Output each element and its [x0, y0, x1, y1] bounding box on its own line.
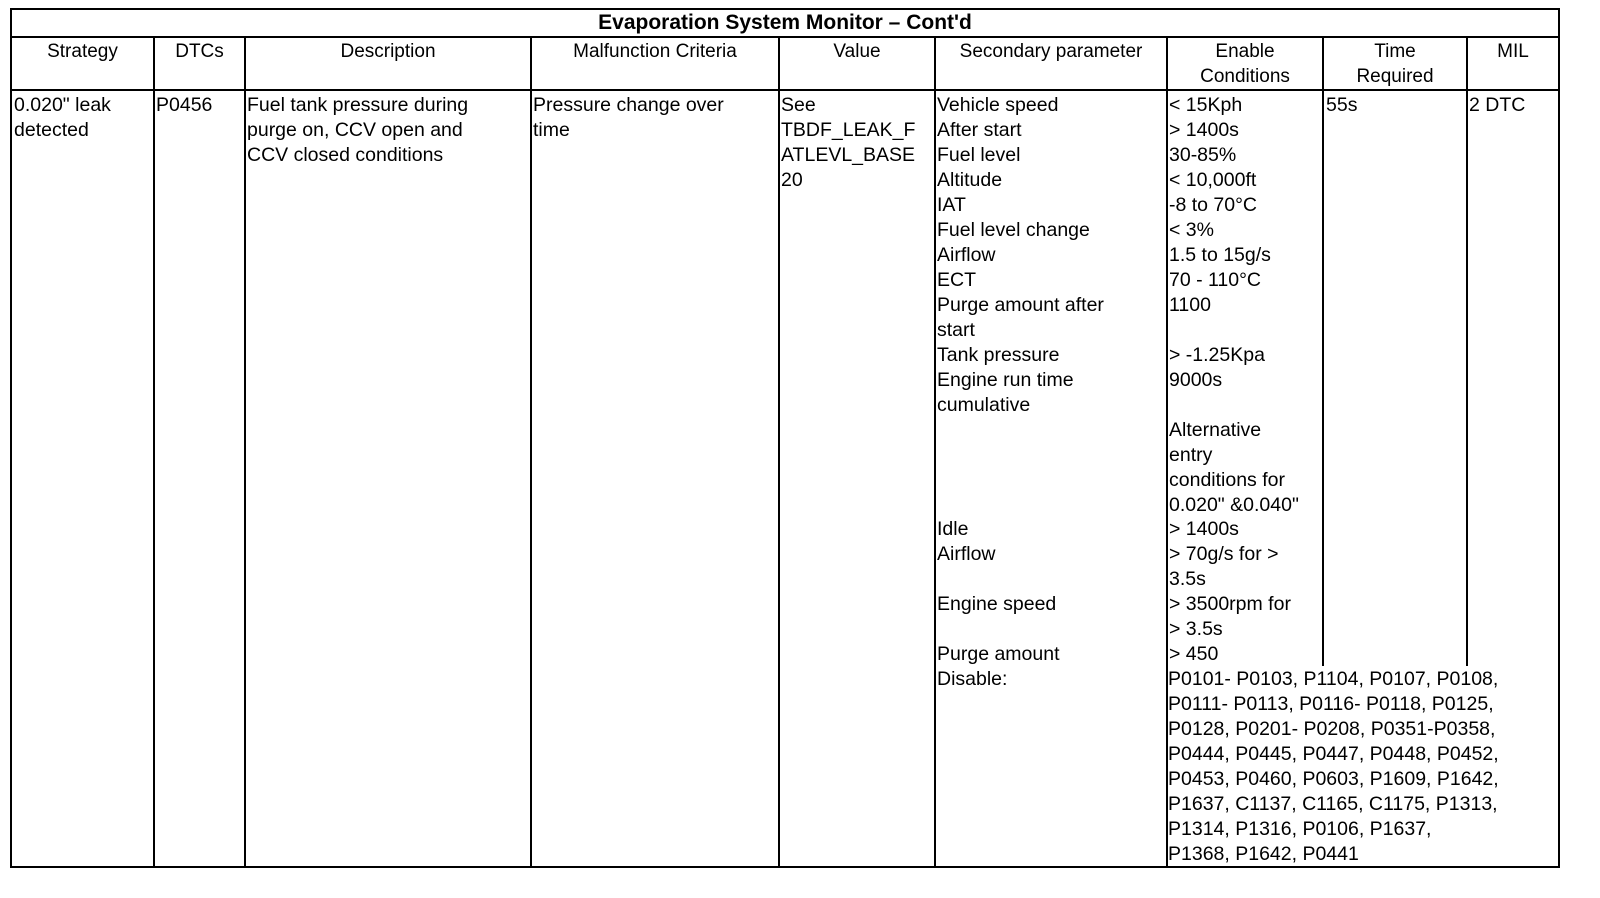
param-value: > 3500rpm for > 3.5s: [1169, 593, 1291, 640]
header-mil: MIL: [1497, 41, 1529, 62]
param-value: > 450: [1169, 643, 1219, 665]
cell-value: See TBDF_LEAK_F ATLEVL_BASE 20: [781, 94, 916, 191]
param-value: 30-85%: [1169, 144, 1237, 166]
param-name: Airflow: [937, 543, 996, 565]
param-value: Alternative entry conditions for 0.020" &0.040": [1169, 419, 1299, 516]
param-value: > 70g/s for > 3.5s: [1169, 543, 1279, 590]
param-value: < 10,000ft: [1169, 169, 1257, 191]
col-divider-4: [778, 36, 780, 868]
param-name: Fuel level change: [937, 219, 1090, 241]
header-strategy: Strategy: [47, 41, 118, 62]
param-name: Tank pressure: [937, 344, 1060, 366]
param-name: Engine speed: [937, 593, 1057, 615]
param-name: Vehicle speed: [937, 94, 1059, 116]
cell-strategy: 0.020" leak detected: [14, 94, 111, 141]
param-value: > 1400s: [1169, 518, 1239, 540]
param-name: Idle: [937, 518, 969, 540]
param-value: -8 to 70°C: [1169, 194, 1258, 216]
table-title: Evaporation System Monitor – Cont'd: [598, 11, 972, 34]
cell-description: Fuel tank pressure during purge on, CCV open and CCV closed conditions: [247, 94, 469, 166]
param-value: > -1.25Kpa: [1169, 344, 1265, 366]
param-name: IAT: [937, 194, 966, 216]
col-divider-5: [934, 36, 936, 868]
param-value: < 15Kph: [1169, 94, 1243, 116]
cell-mil: 2 DTC: [1469, 94, 1526, 116]
col-divider-3: [530, 36, 532, 868]
cell-malfunction-criteria: Pressure change over time: [533, 94, 724, 141]
header-malfunction-criteria: Malfunction Criteria: [573, 41, 737, 62]
param-name: Disable:: [937, 668, 1008, 690]
col-divider-7: [1322, 36, 1324, 666]
param-name: After start: [937, 119, 1022, 141]
header-value: Value: [833, 41, 881, 62]
evap-monitor-table: [10, 8, 1560, 868]
disable-codes: P0101- P0103, P1104, P0107, P0108, P0111- P0113, P0116- P0118, P0125, P0128, P0201- P0208, P0351-P0358, P0444, P0445, P0447, P0448, P0452, P0453, P0460, P0603, P1609, P1642, P1637, C1137, C1165, C1175, P1313, P1314, P1316, P0106, P1637, P1368, P1642, P0441: [1168, 668, 1499, 865]
col-divider-2: [244, 36, 246, 868]
param-name: Engine run time cumulative: [937, 369, 1074, 416]
param-value: > 1400s: [1169, 119, 1239, 141]
header-description: Description: [340, 41, 436, 62]
param-name: ECT: [937, 269, 976, 291]
param-value: 1100: [1169, 294, 1211, 316]
header-enable-conditions: Enable Conditions: [1200, 41, 1290, 87]
param-name: Airflow: [937, 244, 996, 266]
param-name: Purge amount after start: [937, 294, 1104, 341]
param-value: < 3%: [1169, 219, 1214, 241]
param-name: Altitude: [937, 169, 1003, 191]
cell-time-required: 55s: [1326, 94, 1358, 116]
header-dtcs: DTCs: [175, 41, 224, 62]
param-name: Purge amount: [937, 643, 1060, 665]
cell-dtc: P0456: [156, 94, 213, 116]
title-divider: [10, 36, 1560, 38]
header-divider: [10, 89, 1560, 91]
param-value: 1.5 to 15g/s: [1169, 244, 1271, 266]
header-time-required: Time Required: [1356, 41, 1434, 87]
param-name: Fuel level: [937, 144, 1021, 166]
param-value: 70 - 110°C: [1169, 269, 1261, 291]
col-divider-8: [1466, 36, 1468, 666]
header-secondary-parameter: Secondary parameter: [959, 41, 1143, 62]
col-divider-1: [153, 36, 155, 868]
param-value: 9000s: [1169, 369, 1223, 391]
